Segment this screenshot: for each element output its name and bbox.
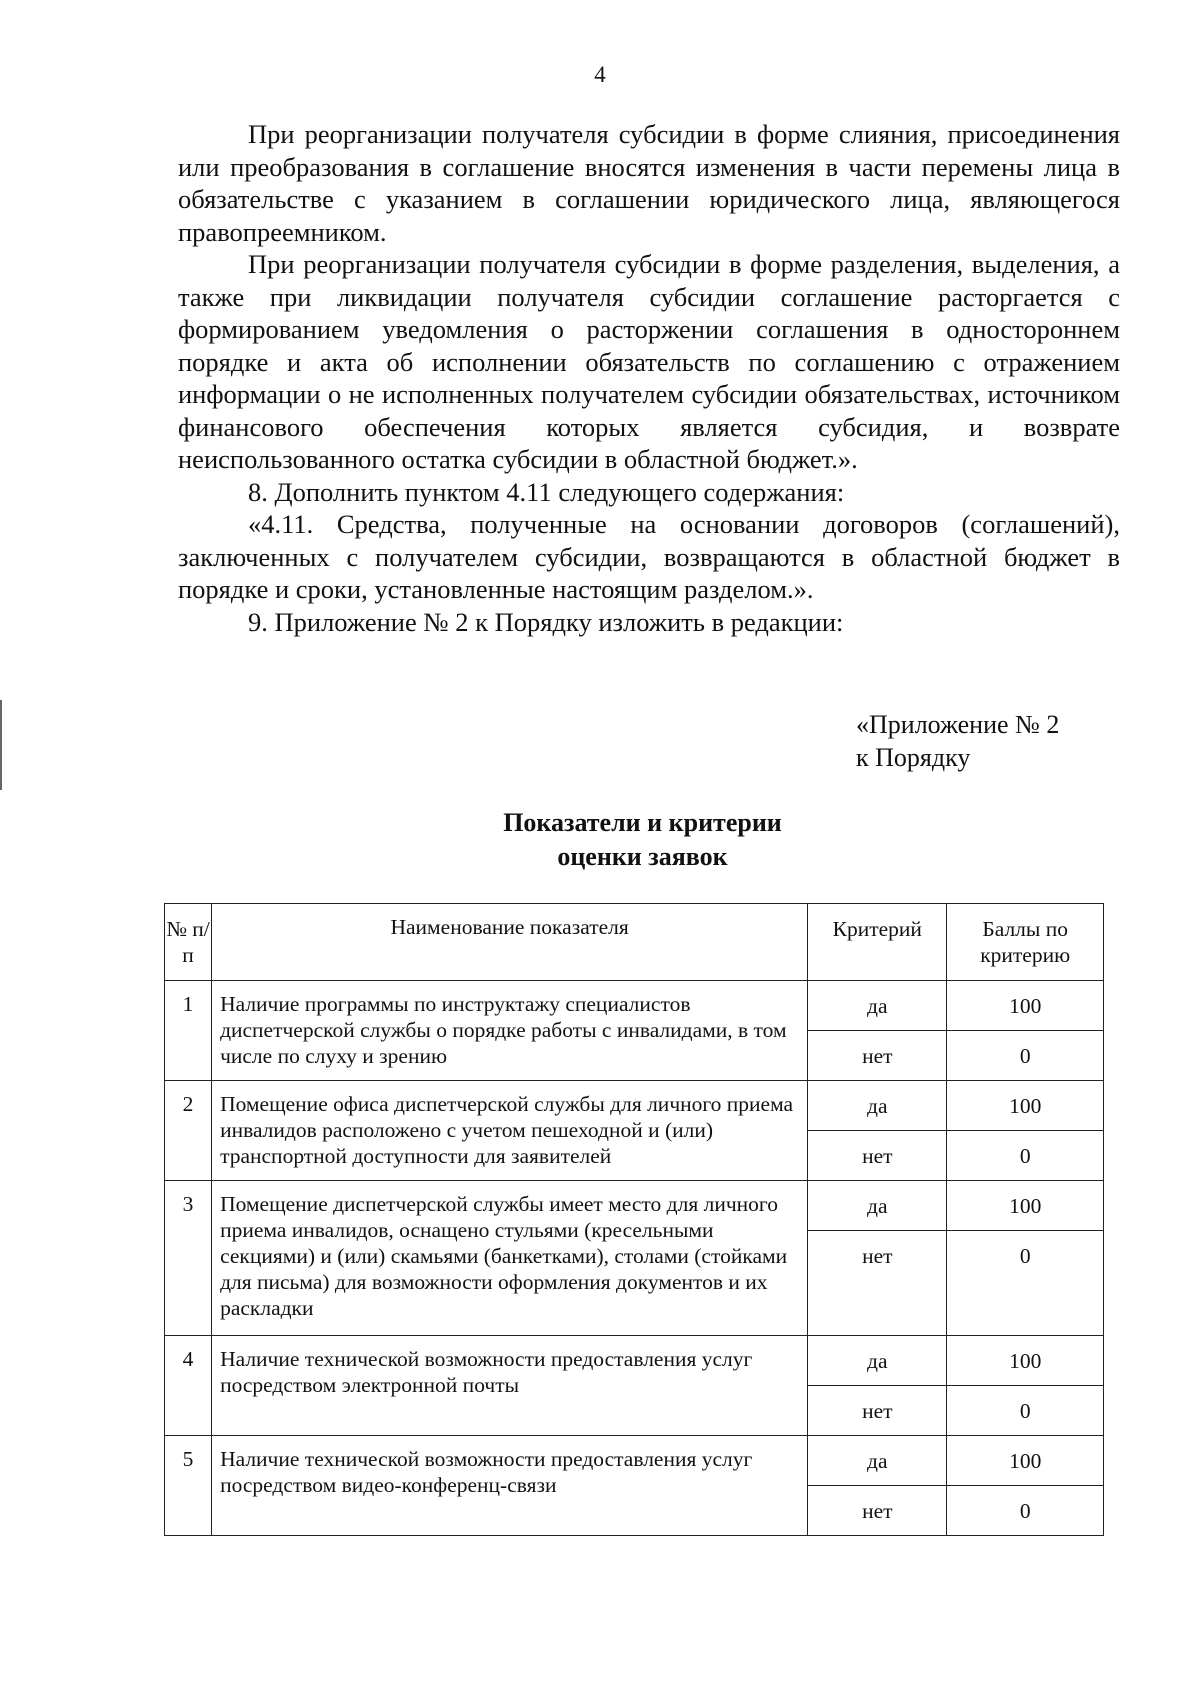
score-no: 0: [947, 1231, 1104, 1336]
appendix-line-2: к Порядку: [856, 743, 971, 772]
body-text: [178, 118, 1120, 638]
criterion-no: нет: [808, 1486, 947, 1536]
score-no: 0: [947, 1031, 1104, 1081]
table-row: [165, 1181, 1104, 1231]
appendix-reference: [856, 708, 1059, 774]
header-name: Наименование показателя: [212, 904, 808, 981]
criterion-no: нет: [808, 1131, 947, 1181]
paragraph-item-8: 8. Дополнить пунктом 4.11 следующего содержания:: [248, 476, 845, 507]
page-number: 4: [594, 62, 606, 87]
scan-margin-mark: [0, 700, 2, 790]
row-num: 4: [165, 1336, 212, 1436]
row-num: 5: [165, 1436, 212, 1536]
criterion-yes: да: [808, 1336, 947, 1386]
header-criterion: Критерий: [808, 904, 947, 981]
header-num: № п/п: [165, 904, 212, 981]
score-yes: 100: [947, 1081, 1104, 1131]
paragraph-item-4-11: «4.11. Средства, полученные на основании договоров (соглашений), заключенных с получателем субсидии, возвращаются в областной бюджет в порядке и сроки, установленные настоящим разделом.».: [178, 509, 1120, 604]
criterion-yes: да: [808, 1436, 947, 1486]
row-name: Помещение офиса диспетчерской службы для личного приема инвалидов расположено с учетом пешеходной и (или) транспортной доступности для заявителей: [212, 1081, 808, 1181]
criterion-yes: да: [808, 981, 947, 1031]
score-yes: 100: [947, 981, 1104, 1031]
header-score: Баллы по критерию: [947, 904, 1104, 981]
paragraph-reorganization-split: При реорганизации получателя субсидии в форме разделения, выделения, а также при ликвидации получателя субсидии соглашение расторгается с формированием уведомления о расторжении соглашения в одностороннем порядке и акта об исполнении обязательств по соглашению с отражением информации о не исполненных получателем субсидии обязательствах, источником финансового обеспечения которых является субсидия, и возврате неиспользованного остатка субсидии в областной бюджет.».: [178, 249, 1120, 474]
table-row: [165, 1336, 1104, 1386]
table-title: [0, 806, 1200, 874]
row-num: 3: [165, 1181, 212, 1336]
score-no: 0: [947, 1131, 1104, 1181]
criterion-no: нет: [808, 1386, 947, 1436]
criterion-yes: да: [808, 1181, 947, 1231]
row-num: 1: [165, 981, 212, 1081]
table-title-line-2: оценки заявок: [557, 842, 728, 871]
table-row: [165, 1081, 1104, 1131]
table-header-row: [165, 904, 1104, 981]
criterion-no: нет: [808, 1031, 947, 1081]
row-name: Помещение диспетчерской службы имеет место для личного приема инвалидов, оснащено стульями (кресельными секциями) и (или) скамьями (банкетками), столами (стойками для письма) для возможности оформления документов и их раскладки: [212, 1181, 808, 1336]
table-row: [165, 981, 1104, 1031]
criteria-table: [164, 903, 1104, 1536]
score-no: 0: [947, 1386, 1104, 1436]
score-yes: 100: [947, 1181, 1104, 1231]
row-name: Наличие программы по инструктажу специалистов диспетчерской службы о порядке работы с инвалидами, в том числе по слуху и зрению: [212, 981, 808, 1081]
table-row: [165, 1436, 1104, 1486]
paragraph-reorganization-merge: При реорганизации получателя субсидии в форме слияния, присоединения или преобразования в соглашение вносятся изменения в части перемены лица в обязательстве с указанием в соглашении юридического лица, являющегося правопреемником.: [178, 119, 1120, 247]
row-name: Наличие технической возможности предоставления услуг посредством видео-конференц-связи: [212, 1436, 808, 1536]
score-no: 0: [947, 1486, 1104, 1536]
score-yes: 100: [947, 1336, 1104, 1386]
paragraph-item-9: 9. Приложение № 2 к Порядку изложить в редакции:: [248, 606, 844, 637]
row-name: Наличие технической возможности предоставления услуг посредством электронной почты: [212, 1336, 808, 1436]
table-title-line-1: Показатели и критерии: [503, 808, 782, 837]
criterion-yes: да: [808, 1081, 947, 1131]
criterion-no: нет: [808, 1231, 947, 1336]
score-yes: 100: [947, 1436, 1104, 1486]
appendix-line-1: «Приложение № 2: [856, 710, 1060, 739]
row-num: 2: [165, 1081, 212, 1181]
